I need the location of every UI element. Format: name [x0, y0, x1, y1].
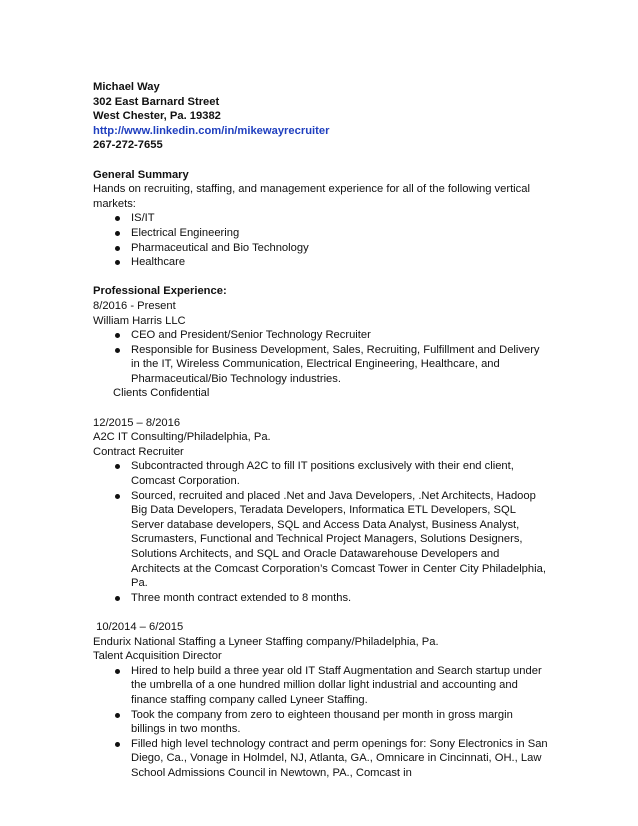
bullet-icon: [115, 713, 120, 718]
job-dates: 10/2014 – 6/2015: [93, 620, 184, 633]
experience-heading: Professional Experience:: [93, 285, 227, 298]
list-item: Hired to help build a three year old IT Staff Augmentation and Search startup under the umbrella of a one hundred million dollar light industrial and accounting and finance staffing company called Lyneer Staffing.: [93, 664, 548, 708]
bullet-icon: [115, 596, 120, 601]
list-item: CEO and President/Senior Technology Recruiter: [93, 328, 548, 343]
list-item: Electrical Engineering: [93, 226, 548, 241]
list-item: Healthcare: [93, 255, 548, 270]
bullet-icon: [115, 464, 120, 469]
summary-text: Hands on recruiting, staffing, and management experience for all of the following vertical markets:: [93, 183, 530, 210]
linkedin-link[interactable]: http://www.linkedin.com/in/mikewayrecruiter: [93, 124, 330, 137]
bullet-icon: [115, 246, 120, 251]
contact-city: West Chester, Pa. 19382: [93, 110, 221, 123]
job-bullets: [93, 328, 548, 386]
list-item: Three month contract extended to 8 months.: [93, 591, 548, 606]
job-company: A2C IT Consulting/Philadelphia, Pa.: [93, 431, 271, 444]
job-company: Endurix National Staffing a Lyneer Staffing company/Philadelphia, Pa.: [93, 635, 439, 648]
resume-content: [93, 80, 548, 781]
bullet-icon: [115, 216, 120, 221]
job-dates: 12/2015 – 8/2016: [93, 416, 181, 429]
list-item: Responsible for Business Development, Sales, Recruiting, Fulfillment and Delivery in the IT, Wireless Communication, Electrical Engineering, Healthcare, and Pharmaceutical/Bio Technology industries.: [93, 343, 548, 387]
job-bullets: [93, 459, 548, 605]
job-title: Talent Acquisition Director: [93, 650, 222, 663]
bullet-icon: [115, 333, 120, 338]
job-company: William Harris LLC: [93, 314, 186, 327]
contact-name: Michael Way: [93, 81, 160, 93]
list-item: Took the company from zero to eighteen thousand per month in gross margin billings in two months.: [93, 708, 548, 737]
bullet-icon: [115, 494, 120, 499]
list-item: IS/IT: [93, 211, 548, 226]
summary-heading: General Summary: [93, 168, 189, 181]
list-item: Pharmaceutical and Bio Technology: [93, 241, 548, 256]
contact-street: 302 East Barnard Street: [93, 95, 220, 108]
contact-phone: 267-272-7655: [93, 139, 163, 152]
job-bullets: [93, 664, 548, 781]
bullet-icon: [115, 231, 120, 236]
list-item: Filled high level technology contract and perm openings for: Sony Electronics in San Diego, Ca., Vonage in Holmdel, NJ, Atlanta, GA., Omnicare in Cincinnati, OH., Law School Admissions Council in Newtown, PA., Comcast in: [93, 737, 548, 781]
bullet-icon: [115, 742, 120, 747]
bullet-icon: [115, 260, 120, 265]
list-item: Subcontracted through A2C to fill IT positions exclusively with their end client, Comcast Corporation.: [93, 459, 548, 488]
markets-list: [93, 211, 548, 269]
bullet-icon: [115, 669, 120, 674]
bullet-icon: [115, 348, 120, 353]
list-item: Sourced, recruited and placed .Net and Java Developers, .Net Architects, Hadoop Big Data Developers, Teradata Developers, Informatica ETL Developers, SQL Server database developers, SQL and Access Data Analyst, Business Analyst, Scrumasters, Functional and Technical Project Managers, Solutions Designers, Solutions Architects, and SQL and Oracle Datawarehouse Developers and Architects at the Comcast Corporation’s Comcast Tower in Center City Philadelphia, Pa.: [93, 489, 548, 591]
job-dates: 8/2016 - Present: [93, 299, 176, 312]
job-note: Clients Confidential: [113, 387, 210, 400]
job-title: Contract Recruiter: [93, 445, 184, 458]
